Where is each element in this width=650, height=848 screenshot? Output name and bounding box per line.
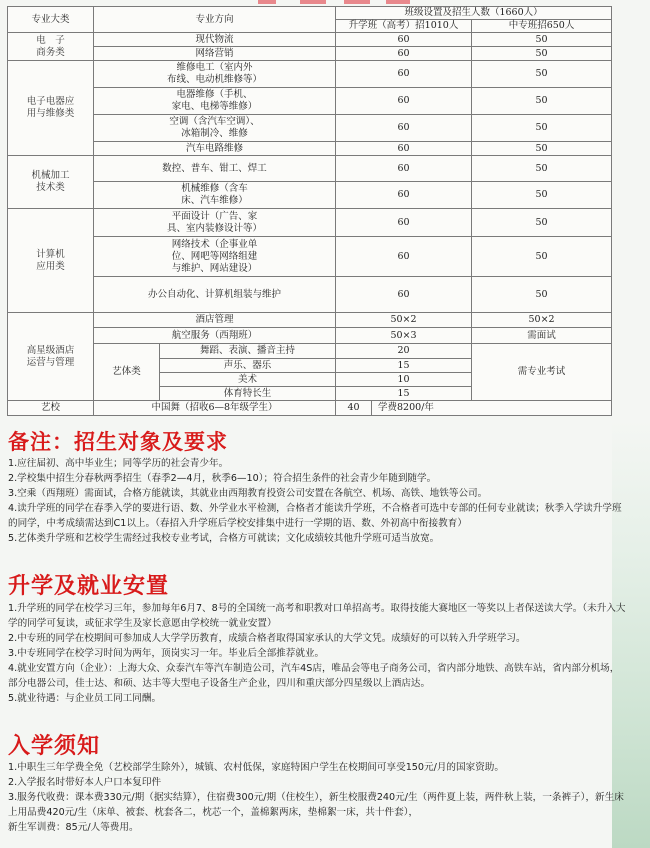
count-b-cell: 需专业考试 bbox=[472, 344, 612, 401]
direction-cell: 空调（含汽车空调）、 冰箱制冷、维修 bbox=[94, 115, 336, 142]
direction-cell: 舞蹈、表演、播音主持 bbox=[160, 344, 336, 359]
count-a-cell: 60 bbox=[336, 142, 472, 156]
employment-item: 2.中专班的同学在校期间可参加成人大学学历教育，成绩合格者取得国家承认的大学文凭。成绩好的可以转入升学班学习。 bbox=[8, 633, 526, 644]
count-a-cell: 60 bbox=[336, 182, 472, 209]
direction-cell: 汽车电路维修 bbox=[94, 142, 336, 156]
direction-cell: 现代物流 bbox=[94, 33, 336, 47]
header-major-direction: 专业方向 bbox=[94, 7, 336, 33]
remarks-title: 备注：招生对象及要求 bbox=[8, 430, 228, 454]
employment-item: 4.就业安置方向（企业）：上海大众、众泰汽车等汽车制造公司，汽车4S店，唯品会等电子商务公司，省内部分地铁、高铁车站，省内部分机场，部分电器公司，佳士达、和硕、达丰等大型电子设备生产企业，四川和重庆部分四星级以上酒店达。 bbox=[8, 663, 620, 689]
direction-cell: 机械维修（含车 床、汽车维修） bbox=[94, 182, 336, 209]
category-cell: 电子电器应 用与维修类 bbox=[8, 61, 94, 156]
count-a-cell: 60 bbox=[336, 47, 472, 61]
count-b-cell: 50 bbox=[472, 88, 612, 115]
count-b-cell: 50 bbox=[472, 209, 612, 237]
count-b-cell: 50 bbox=[472, 33, 612, 47]
count-a-cell: 60 bbox=[336, 88, 472, 115]
employment-section bbox=[8, 574, 628, 706]
count-a-cell: 60 bbox=[336, 277, 472, 313]
count-b-cell: 50×2 bbox=[472, 313, 612, 328]
count-b-cell: 50 bbox=[472, 47, 612, 61]
category-cell: 艺校 bbox=[8, 401, 94, 416]
category-cell: 电 子 商务类 bbox=[8, 33, 94, 61]
employment-body bbox=[8, 601, 628, 706]
count-a-cell: 60 bbox=[336, 209, 472, 237]
admission-item: 新生军训费：85元/人等费用。 bbox=[8, 822, 139, 833]
direction-cell: 办公自动化、计算机组装与维护 bbox=[94, 277, 336, 313]
count-a-cell: 60 bbox=[336, 237, 472, 277]
header-class-a: 升学班（高考）招1010人 bbox=[336, 20, 472, 33]
category-cell: 机械加工 技术类 bbox=[8, 156, 94, 209]
remarks-item: 5.艺体类升学班和艺校学生需经过我校专业考试，合格方可就读；文化成绩较其他升学班可适当放宽。 bbox=[8, 533, 440, 544]
tuition-cell: 学费8200/年 bbox=[372, 401, 612, 416]
count-a-cell: 15 bbox=[336, 387, 472, 401]
direction-cell: 中国舞（招收6—8年级学生） bbox=[94, 401, 336, 416]
subcategory-cell: 艺体类 bbox=[94, 344, 160, 401]
direction-cell: 网络技术（企事业单 位、网吧等网络组建 与维护、网站建设） bbox=[94, 237, 336, 277]
header-major-category: 专业大类 bbox=[8, 7, 94, 33]
direction-cell: 美术 bbox=[160, 373, 336, 387]
count-a-cell: 60 bbox=[336, 33, 472, 47]
employment-item: 5.就业待遇：与企业员工同工同酬。 bbox=[8, 693, 162, 704]
admission-item: 2.入学报名时带好本人户口本复印件 bbox=[8, 777, 162, 788]
enrollment-table bbox=[7, 6, 612, 416]
direction-cell: 平面设计（广告、家 具、室内装修设计等） bbox=[94, 209, 336, 237]
count-a-cell: 60 bbox=[336, 156, 472, 182]
direction-cell: 体育特长生 bbox=[160, 387, 336, 401]
count-b-cell: 50 bbox=[472, 237, 612, 277]
header-class-setup: 班级设置及招生人数（1660人） bbox=[336, 7, 612, 20]
direction-cell: 网络营销 bbox=[94, 47, 336, 61]
header-class-b: 中专班招650人 bbox=[472, 20, 612, 33]
category-cell: 计算机 应用类 bbox=[8, 209, 94, 313]
direction-cell: 数控、普车、钳工、焊工 bbox=[94, 156, 336, 182]
remarks-body bbox=[8, 456, 628, 546]
enrollment-table-wrap bbox=[7, 6, 611, 416]
direction-cell: 声乐、器乐 bbox=[160, 359, 336, 373]
category-cell: 高星级酒店 运营与管理 bbox=[8, 313, 94, 401]
admission-item: 3.服务代收费：课本费330元/期（据实结算），住宿费300元/期（住校生），新生校服费240元/生（两件夏上装，两件秋上装，一条裤子），新生床上用品费420元/生（床单、被套、枕套各二，枕芯一个，盖棉絮两床，垫棉絮一床，共十件套）， bbox=[8, 792, 624, 818]
count-b-cell: 50 bbox=[472, 182, 612, 209]
count-a-cell: 60 bbox=[336, 61, 472, 88]
direction-cell: 航空服务（西翔班） bbox=[94, 328, 336, 344]
count-b-cell: 需面试 bbox=[472, 328, 612, 344]
count-b-cell: 50 bbox=[472, 277, 612, 313]
count-b-cell: 50 bbox=[472, 61, 612, 88]
count-a-cell: 10 bbox=[336, 373, 472, 387]
employment-item: 1.升学班的同学在校学习三年，参加每年6月7、8号的全国统一高考和职教对口单招高考。取得技能大赛地区一等奖以上者保送读大学。（未升入大学的同学可复读，或征求学生及家长意愿由学校统一就业安置） bbox=[8, 603, 626, 629]
direction-cell: 酒店管理 bbox=[94, 313, 336, 328]
count-a-cell: 50×2 bbox=[336, 313, 472, 328]
count-a-cell: 50×3 bbox=[336, 328, 472, 344]
direction-cell: 电器维修（手机、 家电、电梯等维修） bbox=[94, 88, 336, 115]
remarks-item: 3.空乘（西翔班）需面试，合格方能就读，其就业由西翔教育投资公司安置在各航空、机场、高铁、地铁等公司。 bbox=[8, 488, 488, 499]
remarks-item: 4.读升学班的同学在春季入学的要进行语、数、外学业水平检测，合格者才能读升学班，不合格者可选中专部的任何专业就读；秋季入学读升学班的同学，中考成绩需达到C1以上。（春招入升学班后学校安排集中进行一学期的语、数、外初高中衔接教育） bbox=[8, 503, 622, 529]
direction-cell: 维修电工（室内外 布线、电动机维修等） bbox=[94, 61, 336, 88]
admission-body bbox=[8, 760, 628, 835]
admission-section bbox=[8, 734, 628, 835]
count-a-cell: 20 bbox=[336, 344, 472, 359]
remarks-section bbox=[8, 429, 628, 546]
count-b-cell: 50 bbox=[472, 142, 612, 156]
employment-item: 3.中专班同学在校学习时间为两年，顶岗实习一年。毕业后全部推荐就业。 bbox=[8, 648, 325, 659]
count-b-cell: 50 bbox=[472, 115, 612, 142]
remarks-item: 2.学校集中招生分春秋两季招生（春季2—4月，秋季6—10）；符合招生条件的社会青少年随到随学。 bbox=[8, 473, 437, 484]
admission-item: 1.中职生三年学费全免（艺校部学生除外），城镇、农村低保，家庭特困户学生在校期间可享受150元/月的国家资助。 bbox=[8, 762, 504, 773]
count-a-cell: 40 bbox=[336, 401, 372, 416]
employment-title: 升学及就业安置 bbox=[8, 574, 170, 599]
count-a-cell: 60 bbox=[336, 115, 472, 142]
count-a-cell: 15 bbox=[336, 359, 472, 373]
admission-title: 入学须知 bbox=[8, 734, 101, 759]
remarks-item: 1.应往届初、高中毕业生；同等学历的社会青少年。 bbox=[8, 458, 229, 469]
count-b-cell: 50 bbox=[472, 156, 612, 182]
